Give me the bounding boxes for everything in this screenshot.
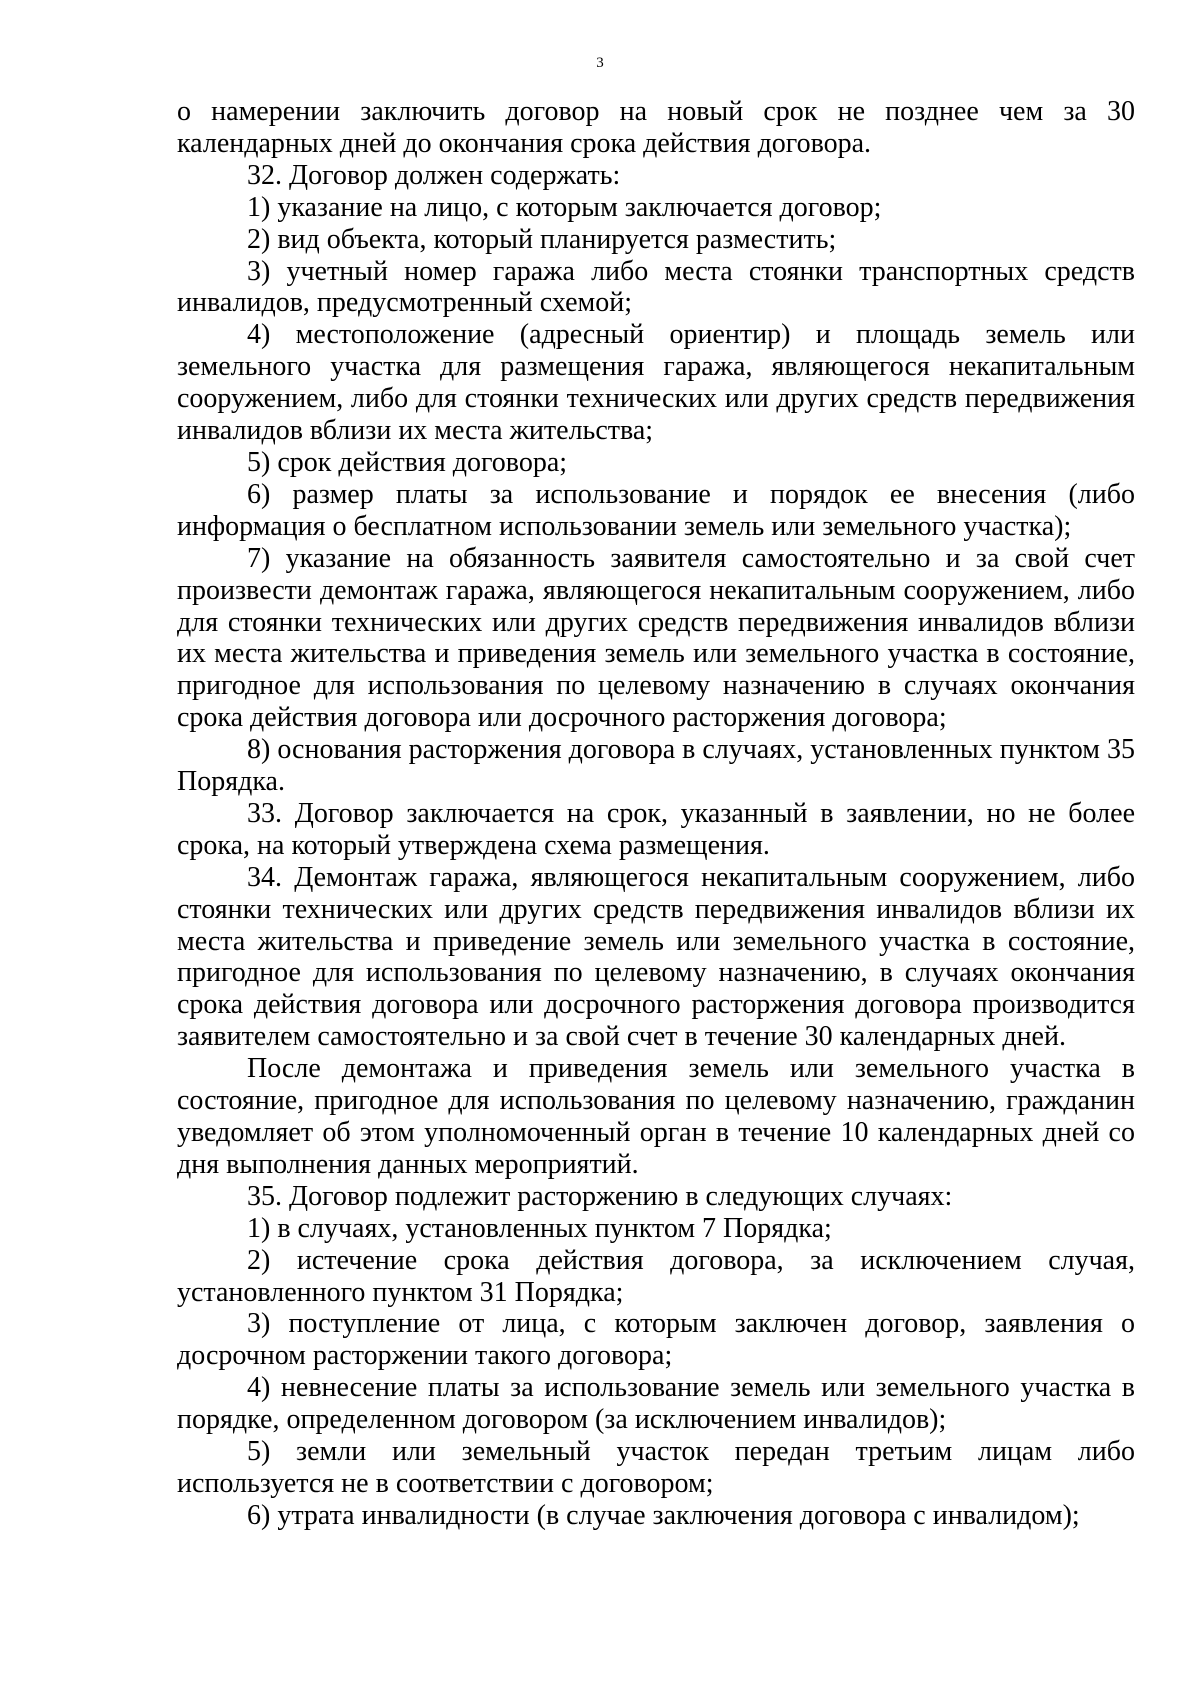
paragraph-subitem-35-3: 3) поступление от лица, с которым заключен договор, заявления о досрочном расторжении такого договора; bbox=[177, 1308, 1135, 1372]
paragraph-subitem-32-2: 2) вид объекта, который планируется разместить; bbox=[247, 223, 837, 255]
document-body bbox=[177, 96, 1135, 1532]
paragraph-subitem-32-3: 3) учетный номер гаража либо места стоянки транспортных средств инвалидов, предусмотренный схемой; bbox=[177, 255, 1135, 319]
paragraph-subitem-35-1: 1) в случаях, установленных пунктом 7 Порядка; bbox=[247, 1212, 832, 1244]
paragraph-subitem-32-8: 8) основания расторжения договора в случаях, установленных пунктом 35 Порядка. bbox=[177, 734, 1135, 798]
paragraph-item-34: 34. Демонтаж гаража, являющегося некапитальным сооружением, либо стоянки технических или других средств передвижения инвалидов вблизи их места жительства и приведение земель или земельного участка в состояние, пригодное для использования по целевому назначению, в случаях окончания срока действия договора или досрочного расторжения договора производится заявителем самостоятельно и за свой счет в течение 30 календарных дней. bbox=[177, 861, 1135, 1053]
paragraph-item-32: 32. Договор должен содержать: bbox=[247, 159, 621, 191]
paragraph-subitem-32-4: 4) местоположение (адресный ориентир) и площадь земель или земельного участка для размещения гаража, являющегося некапитальным сооружением, либо для стоянки технических или других средств передвижения инвалидов вблизи их места жительства; bbox=[177, 319, 1135, 447]
paragraph-subitem-35-2: 2) истечение срока действия договора, за исключением случая, установленного пунктом 31 Порядка; bbox=[177, 1244, 1135, 1308]
paragraph-subitem-32-1: 1) указание на лицо, с которым заключается договор; bbox=[247, 191, 882, 223]
paragraph-item-35: 35. Договор подлежит расторжению в следующих случаях: bbox=[247, 1180, 953, 1212]
paragraph-subitem-35-5: 5) земли или земельный участок передан третьим лицам либо используется не в соответствии с договором; bbox=[177, 1436, 1135, 1499]
page-number: 3 bbox=[596, 55, 604, 71]
paragraph-subitem-35-4: 4) невнесение платы за использование земель или земельного участка в порядке, определенном договором (за исключением инвалидов); bbox=[177, 1372, 1135, 1436]
paragraph-item-34-continued: После демонтажа и приведения земель или земельного участка в состояние, пригодное для использования по целевому назначению, гражданин уведомляет об этом уполномоченный орган в течение 10 календарных дней со дня выполнения данных мероприятий. bbox=[177, 1053, 1135, 1180]
paragraph-subitem-32-6: 6) размер платы за использование и порядок ее внесения (либо информация о бесплатном использовании земель или земельного участка); bbox=[177, 478, 1135, 542]
paragraph-item-33: 33. Договор заключается на срок, указанный в заявлении, но не более срока, на который утверждена схема размещения. bbox=[177, 797, 1135, 861]
paragraph-continuation: о намерении заключить договор на новый срок не позднее чем за 30 календарных дней до окончания срока действия договора. bbox=[177, 96, 1135, 159]
paragraph-subitem-32-7: 7) указание на обязанность заявителя самостоятельно и за свой счет произвести демонтаж гаража, являющегося некапитальным сооружением, либо для стоянки технических или других средств передвижения инвалидов вблизи их места жительства и приведения земель или земельного участка в состояние, пригодное для использования по целевому назначению в случаях окончания срока действия договора или досрочного расторжения договора; bbox=[177, 542, 1135, 734]
paragraph-subitem-35-6: 6) утрата инвалидности (в случае заключения договора с инвалидом); bbox=[247, 1499, 1080, 1531]
paragraph-subitem-32-5: 5) срок действия договора; bbox=[247, 446, 568, 478]
